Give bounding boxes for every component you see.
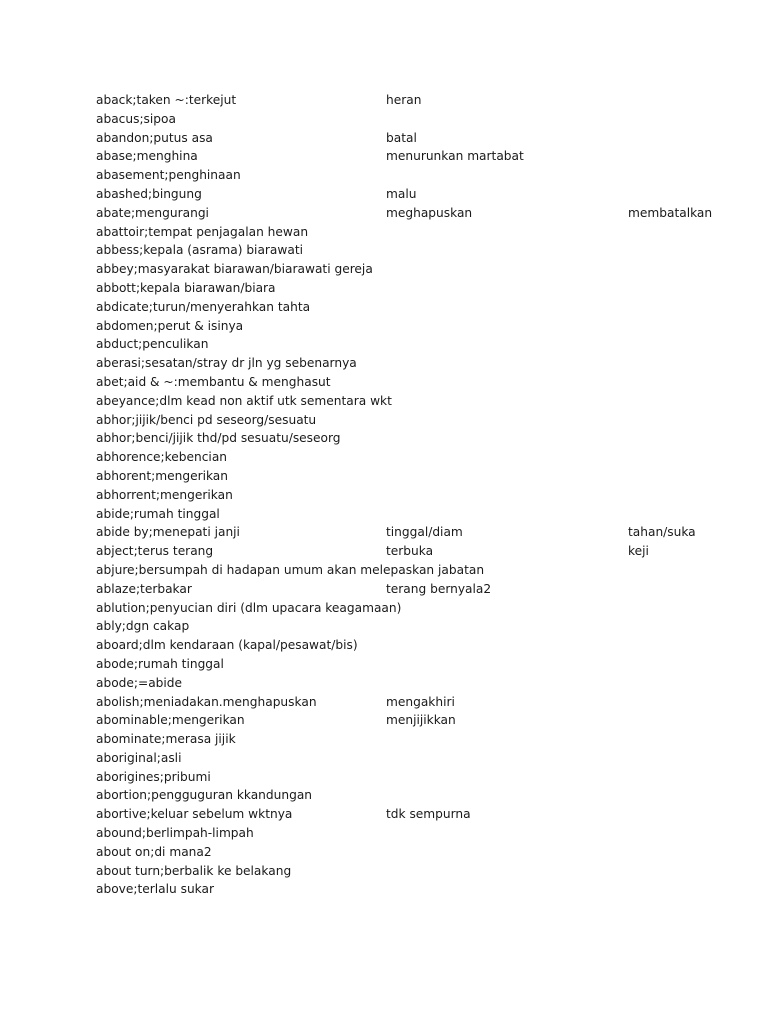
entry-term-cell: abide;rumah tinggal bbox=[96, 506, 220, 521]
glossary-row bbox=[96, 786, 736, 805]
entry-term-cell: aborigines;pribumi bbox=[96, 769, 211, 784]
glossary-row bbox=[96, 166, 736, 185]
entry-alt-cell: tinggal/diam bbox=[386, 525, 463, 540]
entry-term-cell: abode;rumah tinggal bbox=[96, 656, 224, 671]
glossary-row bbox=[96, 805, 736, 824]
glossary-row bbox=[96, 279, 736, 298]
entry-term-cell: abet;aid & ~:membantu & menghasut bbox=[96, 374, 331, 389]
entry-alt2-cell: keji bbox=[628, 544, 649, 559]
entry-term-cell: abase;menghina bbox=[96, 149, 198, 164]
entry-alt-cell: mengakhiri bbox=[386, 694, 455, 709]
entry-term-cell: abode;=abide bbox=[96, 675, 183, 690]
entry-alt-cell: terbuka bbox=[386, 544, 434, 559]
entry-alt2-cell: tahan/suka bbox=[628, 525, 696, 540]
glossary-row bbox=[96, 486, 736, 505]
glossary-row bbox=[96, 505, 736, 524]
glossary-row bbox=[96, 523, 736, 542]
glossary-row bbox=[96, 354, 736, 373]
entry-term-cell: aboriginal;asli bbox=[96, 750, 182, 765]
entry-alt-cell: heran bbox=[386, 93, 422, 107]
glossary-row bbox=[96, 91, 736, 110]
entry-term-cell: abjure;bersumpah di hadapan umum akan melepaskan jabatan bbox=[96, 562, 485, 577]
glossary-row bbox=[96, 110, 736, 129]
entry-term-cell: ablaze;terbakar bbox=[96, 581, 192, 596]
entry-term-cell: abhor;jijik/benci pd seseorg/sesuatu bbox=[96, 412, 317, 427]
entry-term-cell: abbey;masyarakat biarawan/biarawati gereja bbox=[96, 262, 373, 277]
glossary-row bbox=[96, 429, 736, 448]
entry-term-cell: abolish;meniadakan.menghapuskan bbox=[96, 694, 317, 709]
glossary-row bbox=[96, 843, 736, 862]
glossary-row bbox=[96, 241, 736, 260]
entry-term-cell: aberasi;sesatan/stray dr jln yg sebenarnya bbox=[96, 356, 357, 371]
glossary-row bbox=[96, 129, 736, 148]
entry-term-cell: abominable;mengerikan bbox=[96, 713, 245, 728]
entry-alt-cell: batal bbox=[386, 130, 417, 145]
entry-term-cell: ablution;penyucian diri (dlm upacara keagamaan) bbox=[96, 600, 402, 615]
glossary-row bbox=[96, 693, 736, 712]
glossary-row bbox=[96, 768, 736, 787]
entry-term-cell: abortion;pengguguran kkandungan bbox=[96, 788, 313, 803]
entry-term-cell: abduct;penculikan bbox=[96, 337, 209, 352]
entry-term-cell: abashed;bingung bbox=[96, 186, 202, 201]
entry-alt-cell: tdk sempurna bbox=[386, 807, 471, 822]
entry-alt2-cell: membatalkan bbox=[628, 205, 713, 220]
entry-term-cell: abbess;kepala (asrama) biarawati bbox=[96, 243, 303, 258]
entry-alt-cell: malu bbox=[386, 186, 417, 201]
glossary-row bbox=[96, 373, 736, 392]
entry-term-cell: abacus;sipoa bbox=[96, 111, 176, 126]
glossary-row bbox=[96, 467, 736, 486]
entry-term-cell: aback;taken ~:terkejut bbox=[96, 93, 237, 107]
entry-term-cell: abdicate;turun/menyerahkan tahta bbox=[96, 299, 311, 314]
glossary-row bbox=[96, 260, 736, 279]
entry-term-cell: abeyance;dlm kead non aktif utk sementara wkt bbox=[96, 393, 392, 408]
entry-term-cell: ably;dgn cakap bbox=[96, 619, 190, 634]
entry-term-cell: abbott;kepala biarawan/biara bbox=[96, 280, 276, 295]
glossary-row bbox=[96, 392, 736, 411]
entry-term-cell: above;terlalu sukar bbox=[96, 882, 215, 897]
glossary-row bbox=[96, 335, 736, 354]
glossary-row bbox=[96, 448, 736, 467]
glossary-row bbox=[96, 580, 736, 599]
glossary-row bbox=[96, 599, 736, 618]
entry-term-cell: aboard;dlm kendaraan (kapal/pesawat/bis) bbox=[96, 638, 358, 653]
entry-term-cell: about turn;berbalik ke belakang bbox=[96, 863, 292, 878]
glossary-row bbox=[96, 317, 736, 336]
entry-term-cell: abhorrent;mengerikan bbox=[96, 487, 233, 502]
glossary-row bbox=[96, 862, 736, 881]
entry-term-cell: about on;di mana2 bbox=[96, 844, 212, 859]
entry-alt-cell: menurunkan martabat bbox=[386, 149, 524, 164]
glossary-row bbox=[96, 636, 736, 655]
glossary-list bbox=[96, 91, 736, 899]
entry-term-cell: abominate;merasa jijik bbox=[96, 732, 236, 747]
glossary-row bbox=[96, 542, 736, 561]
glossary-row bbox=[96, 411, 736, 430]
glossary-row bbox=[96, 711, 736, 730]
entry-term-cell: abhor;benci/jijik thd/pd sesuatu/seseorg bbox=[96, 431, 341, 446]
glossary-row bbox=[96, 204, 736, 223]
entry-term-cell: abate;mengurangi bbox=[96, 205, 209, 220]
glossary-row bbox=[96, 674, 736, 693]
entry-term-cell: abound;berlimpah-limpah bbox=[96, 826, 254, 841]
glossary-row bbox=[96, 561, 736, 580]
entry-term-cell: abandon;putus asa bbox=[96, 130, 213, 145]
glossary-row bbox=[96, 730, 736, 749]
entry-term-cell: abhorence;kebencian bbox=[96, 450, 228, 465]
entry-alt-cell: terang bernyala2 bbox=[386, 581, 492, 596]
glossary-row bbox=[96, 824, 736, 843]
glossary-row bbox=[96, 298, 736, 317]
entry-alt-cell: meghapuskan bbox=[386, 205, 473, 220]
glossary-row bbox=[96, 655, 736, 674]
entry-alt-cell: menjijikkan bbox=[386, 713, 456, 728]
glossary-row bbox=[96, 147, 736, 166]
glossary-row bbox=[96, 223, 736, 242]
entry-term-cell: abhorent;mengerikan bbox=[96, 468, 228, 483]
entry-term-cell: abject;terus terang bbox=[96, 544, 214, 559]
glossary-row bbox=[96, 880, 736, 899]
glossary-row bbox=[96, 617, 736, 636]
entry-term-cell: abdomen;perut & isinya bbox=[96, 318, 244, 333]
entry-term-cell: abide by;menepati janji bbox=[96, 525, 240, 540]
entry-term-cell: abattoir;tempat penjagalan hewan bbox=[96, 224, 309, 239]
entry-term-cell: abasement;penghinaan bbox=[96, 168, 241, 183]
glossary-row bbox=[96, 749, 736, 768]
glossary-row bbox=[96, 185, 736, 204]
entry-term-cell: abortive;keluar sebelum wktnya bbox=[96, 807, 293, 822]
